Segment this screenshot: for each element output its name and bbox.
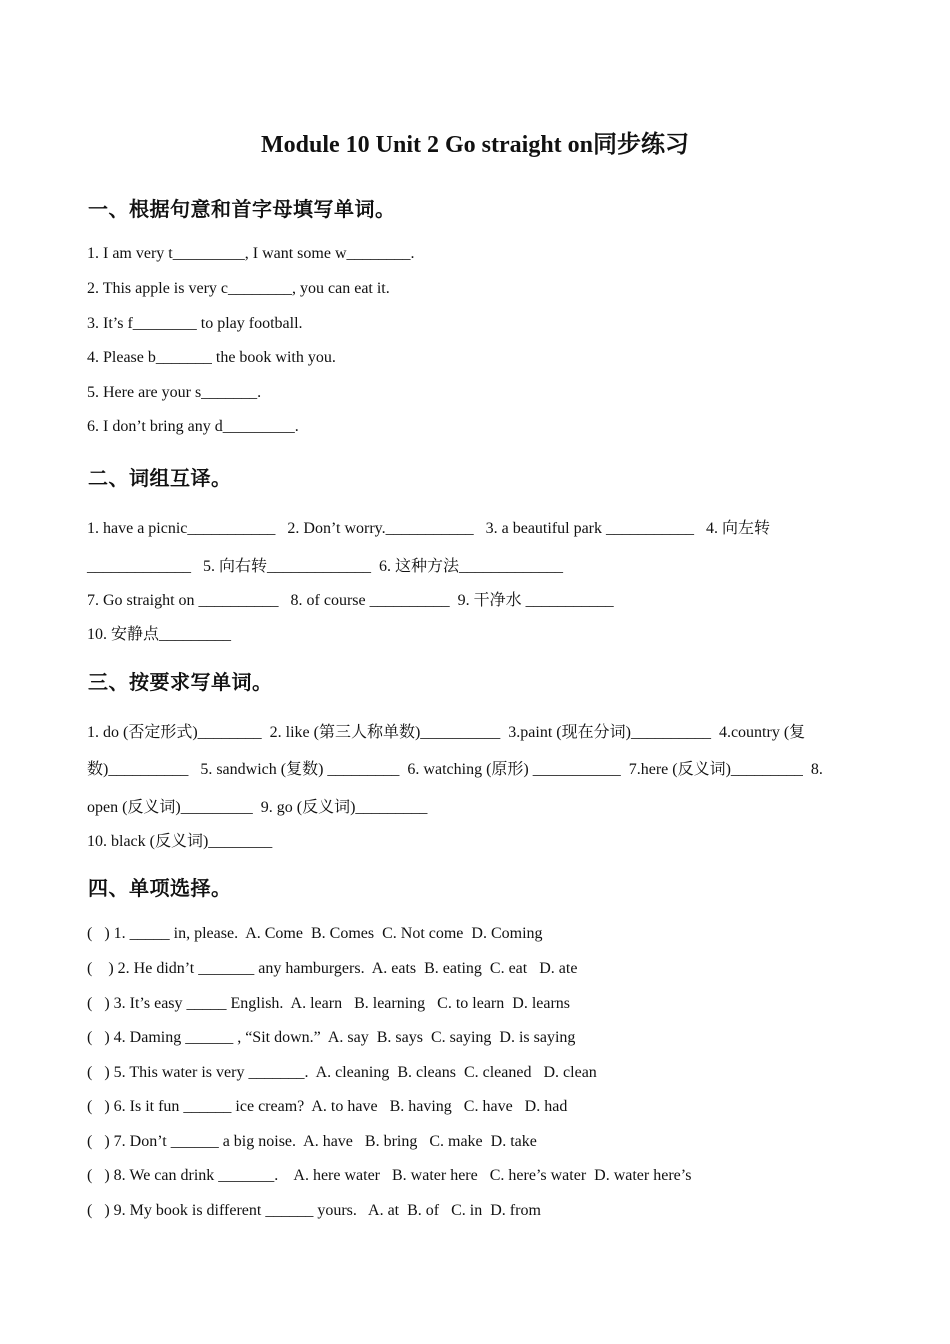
section-4-heading: 四、单项选择。 xyxy=(88,876,232,900)
page-title: Module 10 Unit 2 Go straight on同步练习 xyxy=(260,132,689,158)
section-2-line-3: 7. Go straight on __________ 8. of course __________ 9. 干净水 ___________ xyxy=(87,592,614,609)
section-4-line-1: ( ) 1. _____ in, please. A. Come B. Comes C. Not come D. Coming xyxy=(87,925,543,942)
section-4-line-3: ( ) 3. It’s easy _____ English. A. learn B. learning C. to learn D. learns xyxy=(87,995,571,1012)
section-1-line-4: 4. Please b_______ the book with you. xyxy=(87,349,336,366)
section-1-line-2: 2. This apple is very c________, you can eat it. xyxy=(87,280,390,297)
section-3-line-2: 数)__________ 5. sandwich (复数) _________ 6. watching (原形) ___________ 7.here (反义词)_________ 8. xyxy=(87,761,823,778)
section-3-line-3: open (反义词)_________ 9. go (反义词)_________ xyxy=(87,799,428,816)
section-2-heading: 二、词组互译。 xyxy=(88,466,232,490)
section-1-heading: 一、根据句意和首字母填写单词。 xyxy=(88,197,396,221)
section-4-line-8: ( ) 8. We can drink _______. A. here water B. water here C. here’s water D. water here’s xyxy=(87,1167,692,1184)
section-3-heading: 三、按要求写单词。 xyxy=(88,670,273,694)
section-4-line-4: ( ) 4. Daming ______ , “Sit down.” A. say B. says C. saying D. is saying xyxy=(87,1029,576,1046)
section-3-line-4: 10. black (反义词)________ xyxy=(87,833,273,850)
section-2-line-4: 10. 安静点_________ xyxy=(87,626,232,643)
section-3-line-1: 1. do (否定形式)________ 2. like (第三人称单数)__________ 3.paint (现在分词)__________ 4.country (复 xyxy=(87,724,806,741)
section-1-line-5: 5. Here are your s_______. xyxy=(87,384,262,401)
section-4-line-7: ( ) 7. Don’t ______ a big noise. A. have B. bring C. make D. take xyxy=(87,1133,537,1150)
section-4-line-2: ( ) 2. He didn’t _______ any hamburgers. A. eats B. eating C. eat D. ate xyxy=(87,960,578,977)
section-1-line-3: 3. It’s f________ to play football. xyxy=(87,315,303,332)
section-4-line-9: ( ) 9. My book is different ______ yours. A. at B. of C. in D. from xyxy=(87,1202,541,1219)
section-1-line-6: 6. I don’t bring any d_________. xyxy=(87,418,299,435)
section-4-line-5: ( ) 5. This water is very _______. A. cleaning B. cleans C. cleaned D. clean xyxy=(87,1064,597,1081)
section-2-line-2: _____________ 5. 向右转_____________ 6. 这种方法_____________ xyxy=(87,558,564,575)
section-1-line-1: 1. I am very t_________, I want some w________. xyxy=(87,245,415,262)
section-4-line-6: ( ) 6. Is it fun ______ ice cream? A. to have B. having C. have D. had xyxy=(87,1098,568,1115)
section-2-line-1: 1. have a picnic___________ 2. Don’t worry.___________ 3. a beautiful park ___________ 4. 向左转 xyxy=(87,520,771,537)
